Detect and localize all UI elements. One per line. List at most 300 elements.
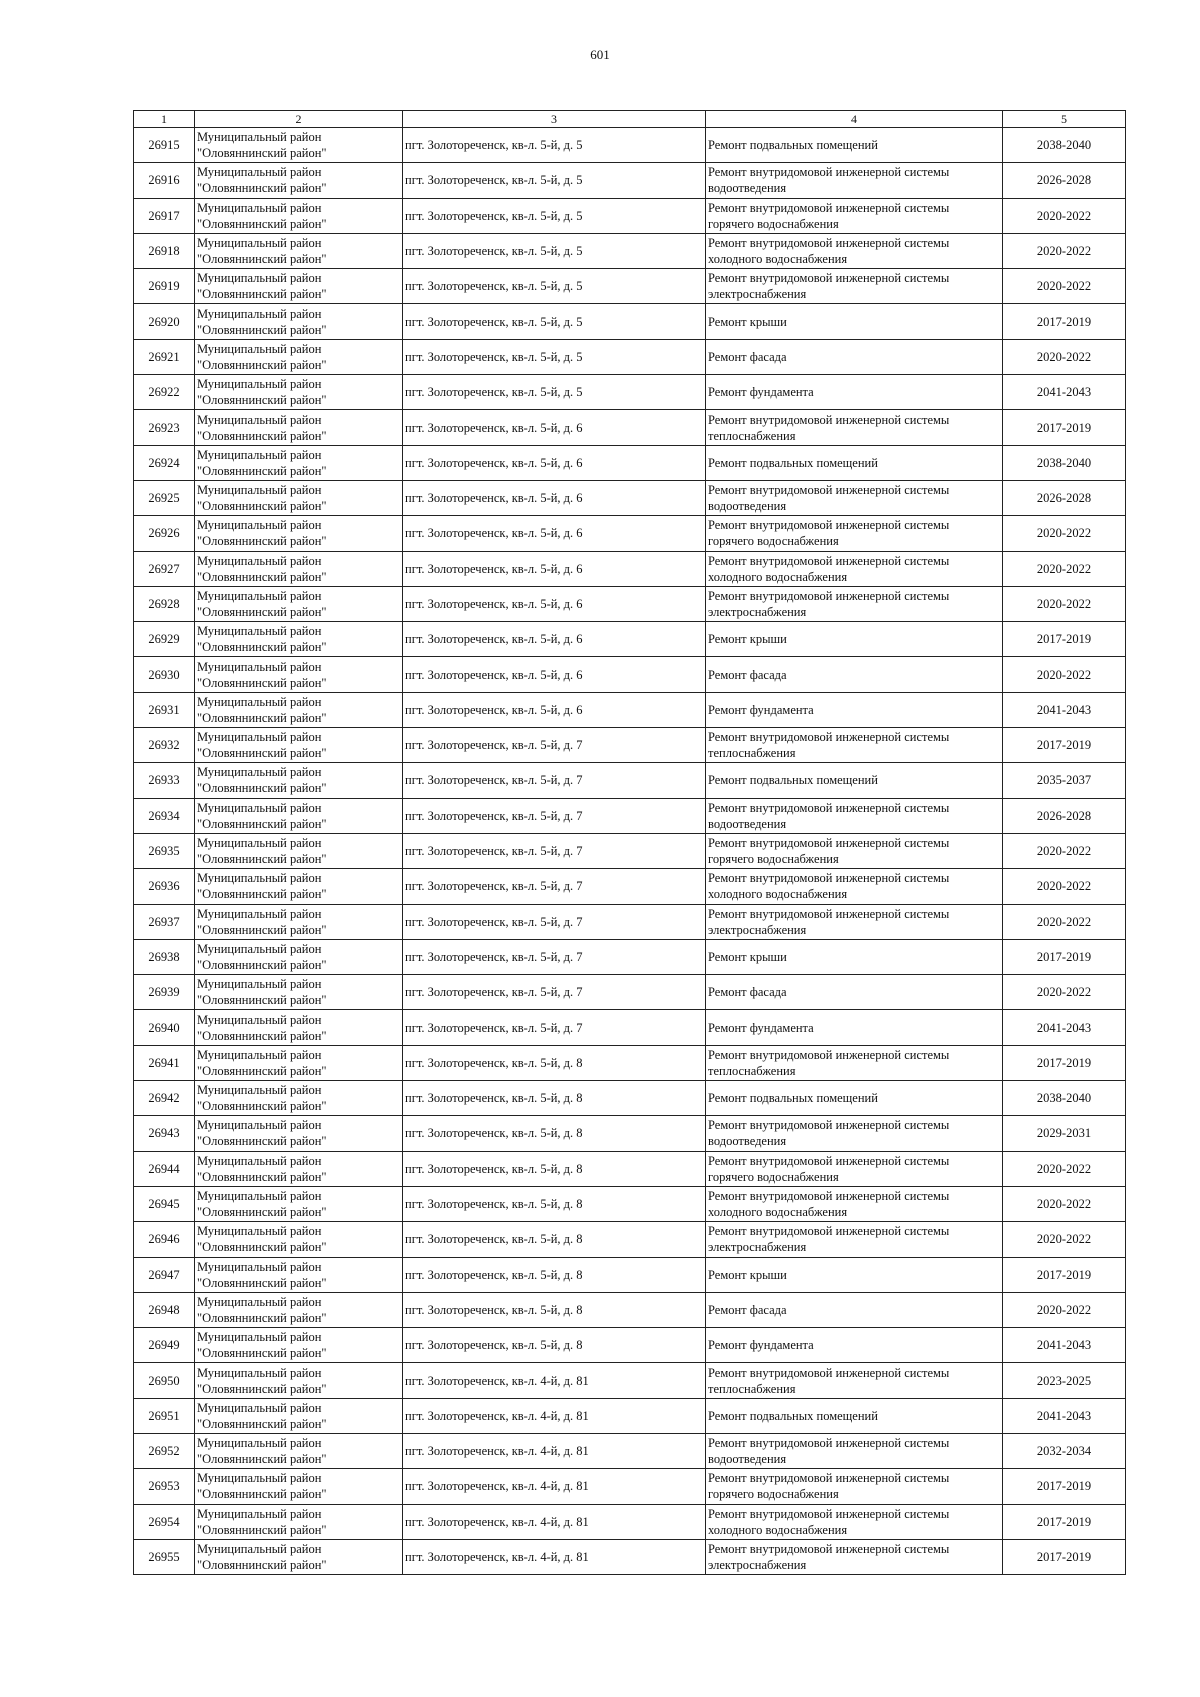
municipality-line: "Оловяннинский район" <box>197 181 327 196</box>
address-cell: пгт. Золотореченск, кв-л. 5-й, д. 7 <box>403 1010 706 1045</box>
municipality-line: Муниципальный район <box>197 1436 322 1451</box>
work-type-cell: Ремонт фасада <box>706 975 1003 1010</box>
page-number: 601 <box>590 47 610 62</box>
work-type-line: теплоснабжения <box>708 746 796 761</box>
work-type-cell <box>706 1469 1003 1504</box>
work-type-cell: Ремонт подвальных помещений <box>706 1081 1003 1116</box>
row-number-cell: 26941 <box>134 1045 195 1080</box>
municipality-line: "Оловяннинский район" <box>197 710 327 725</box>
work-type-line: электроснабжения <box>708 922 807 937</box>
period-cell: 2020-2022 <box>1003 657 1126 692</box>
period-cell: 2020-2022 <box>1003 1292 1126 1327</box>
period-cell: 2020-2022 <box>1003 833 1126 868</box>
municipality-line: "Оловяннинский район" <box>197 816 327 831</box>
capital-repair-table <box>133 110 1126 1575</box>
work-type-cell: Ремонт фундамента <box>706 375 1003 410</box>
period-cell: 2017-2019 <box>1003 304 1126 339</box>
municipality-cell <box>195 375 403 410</box>
row-number-cell: 26954 <box>134 1504 195 1539</box>
work-type-line: теплоснабжения <box>708 1063 796 1078</box>
table-row <box>134 339 1126 374</box>
address-cell: пгт. Золотореченск, кв-л. 5-й, д. 6 <box>403 657 706 692</box>
municipality-cell <box>195 728 403 763</box>
work-type-line: Ремонт внутридомовой инженерной системы <box>708 553 950 568</box>
work-type-line: Ремонт внутридомовой инженерной системы <box>708 1542 950 1557</box>
period-cell: 2020-2022 <box>1003 516 1126 551</box>
municipality-line: Муниципальный район <box>197 836 322 851</box>
work-type-cell: Ремонт подвальных помещений <box>706 128 1003 163</box>
period-cell: 2020-2022 <box>1003 339 1126 374</box>
row-number-cell: 26946 <box>134 1222 195 1257</box>
work-type-line: Ремонт внутридомовой инженерной системы <box>708 1189 950 1204</box>
address-cell: пгт. Золотореченск, кв-л. 5-й, д. 8 <box>403 1222 706 1257</box>
municipality-cell <box>195 304 403 339</box>
address-cell: пгт. Золотореченск, кв-л. 5-й, д. 6 <box>403 551 706 586</box>
municipality-cell <box>195 551 403 586</box>
table-row <box>134 692 1126 727</box>
period-cell: 2020-2022 <box>1003 1186 1126 1221</box>
municipality-cell <box>195 622 403 657</box>
period-cell: 2020-2022 <box>1003 586 1126 621</box>
period-cell: 2035-2037 <box>1003 763 1126 798</box>
municipality-line: "Оловяннинский район" <box>197 1452 327 1467</box>
municipality-line: Муниципальный район <box>197 1471 322 1486</box>
municipality-line: Муниципальный район <box>197 730 322 745</box>
municipality-line: "Оловяннинский район" <box>197 1558 327 1573</box>
address-cell: пгт. Золотореченск, кв-л. 5-й, д. 7 <box>403 975 706 1010</box>
address-cell: пгт. Золотореченск, кв-л. 5-й, д. 7 <box>403 798 706 833</box>
address-cell: пгт. Золотореченск, кв-л. 5-й, д. 5 <box>403 339 706 374</box>
municipality-line: Муниципальный район <box>197 1506 322 1521</box>
work-type-line: Ремонт внутридомовой инженерной системы <box>708 730 950 745</box>
work-type-cell <box>706 198 1003 233</box>
row-number-cell: 26939 <box>134 975 195 1010</box>
municipality-cell <box>195 763 403 798</box>
work-type-cell <box>706 1363 1003 1398</box>
municipality-cell <box>195 1469 403 1504</box>
address-cell: пгт. Золотореченск, кв-л. 5-й, д. 6 <box>403 692 706 727</box>
work-type-cell: Ремонт фасада <box>706 1292 1003 1327</box>
table-row <box>134 763 1126 798</box>
work-type-cell <box>706 1222 1003 1257</box>
row-number-cell: 26934 <box>134 798 195 833</box>
row-number-cell: 26915 <box>134 128 195 163</box>
work-type-line: холодного водоснабжения <box>708 1205 848 1220</box>
municipality-line: "Оловяннинский район" <box>197 1240 327 1255</box>
table-row <box>134 233 1126 268</box>
municipality-line: "Оловяннинский район" <box>197 463 327 478</box>
row-number-cell: 26942 <box>134 1081 195 1116</box>
table-row <box>134 939 1126 974</box>
municipality-line: "Оловяннинский район" <box>197 534 327 549</box>
work-type-line: холодного водоснабжения <box>708 887 848 902</box>
municipality-line: Муниципальный район <box>197 659 322 674</box>
work-type-line: горячего водоснабжения <box>708 1487 839 1502</box>
row-number-cell: 26932 <box>134 728 195 763</box>
work-type-cell <box>706 1433 1003 1468</box>
municipality-cell <box>195 1010 403 1045</box>
row-number-cell: 26917 <box>134 198 195 233</box>
table-row <box>134 198 1126 233</box>
table-row <box>134 1328 1126 1363</box>
municipality-cell <box>195 657 403 692</box>
column-header-4: 4 <box>706 111 1003 128</box>
municipality-line: Муниципальный район <box>197 271 322 286</box>
municipality-cell <box>195 939 403 974</box>
work-type-cell <box>706 1045 1003 1080</box>
work-type-line: Ремонт внутридомовой инженерной системы <box>708 236 950 251</box>
municipality-line: Муниципальный район <box>197 130 322 145</box>
address-cell: пгт. Золотореченск, кв-л. 5-й, д. 5 <box>403 304 706 339</box>
municipality-cell <box>195 586 403 621</box>
municipality-line: Муниципальный район <box>197 200 322 215</box>
municipality-cell <box>195 1433 403 1468</box>
row-number-cell: 26933 <box>134 763 195 798</box>
work-type-cell <box>706 410 1003 445</box>
row-number-cell: 26925 <box>134 480 195 515</box>
table-row <box>134 1504 1126 1539</box>
row-number-cell: 26926 <box>134 516 195 551</box>
municipality-line: "Оловяннинский район" <box>197 605 327 619</box>
period-cell: 2041-2043 <box>1003 1010 1126 1045</box>
work-type-cell: Ремонт крыши <box>706 1257 1003 1292</box>
municipality-line: "Оловяннинский район" <box>197 428 327 443</box>
row-number-cell: 26948 <box>134 1292 195 1327</box>
table-row <box>134 163 1126 198</box>
period-cell: 2041-2043 <box>1003 1328 1126 1363</box>
work-type-cell: Ремонт крыши <box>706 622 1003 657</box>
table-row <box>134 904 1126 939</box>
period-cell: 2017-2019 <box>1003 728 1126 763</box>
table-body <box>134 128 1126 1575</box>
row-number-cell: 26937 <box>134 904 195 939</box>
work-type-line: водоотведения <box>708 816 787 831</box>
municipality-line: "Оловяннинский район" <box>197 993 327 1008</box>
municipality-cell <box>195 445 403 480</box>
work-type-line: Ремонт внутридомовой инженерной системы <box>708 871 950 886</box>
address-cell: пгт. Золотореченск, кв-л. 5-й, д. 8 <box>403 1151 706 1186</box>
table-row <box>134 410 1126 445</box>
municipality-line: Муниципальный район <box>197 412 322 427</box>
work-type-line: электроснабжения <box>708 1240 807 1255</box>
period-cell: 2017-2019 <box>1003 1504 1126 1539</box>
work-type-cell: Ремонт фасада <box>706 339 1003 374</box>
period-cell: 2020-2022 <box>1003 551 1126 586</box>
work-type-line: электроснабжения <box>708 287 807 302</box>
municipality-line: Муниципальный район <box>197 483 322 498</box>
work-type-cell: Ремонт подвальных помещений <box>706 445 1003 480</box>
table-row <box>134 1151 1126 1186</box>
work-type-line: водоотведения <box>708 499 787 514</box>
work-type-cell <box>706 904 1003 939</box>
work-type-line: водоотведения <box>708 181 787 196</box>
work-type-line: Ремонт внутридомовой инженерной системы <box>708 1153 950 1168</box>
table-row <box>134 869 1126 904</box>
address-cell: пгт. Золотореченск, кв-л. 5-й, д. 7 <box>403 728 706 763</box>
table-row <box>134 1363 1126 1398</box>
municipality-line: "Оловяннинский район" <box>197 357 327 372</box>
row-number-cell: 26950 <box>134 1363 195 1398</box>
row-number-cell: 26921 <box>134 339 195 374</box>
row-number-cell: 26930 <box>134 657 195 692</box>
work-type-line: холодного водоснабжения <box>708 252 848 267</box>
period-cell: 2020-2022 <box>1003 233 1126 268</box>
municipality-line: "Оловяннинский район" <box>197 1275 327 1290</box>
municipality-line: Муниципальный район <box>197 1189 322 1204</box>
work-type-line: Ремонт внутридомовой инженерной системы <box>708 906 950 921</box>
work-type-cell: Ремонт фундамента <box>706 1328 1003 1363</box>
work-type-cell: Ремонт крыши <box>706 304 1003 339</box>
address-cell: пгт. Золотореченск, кв-л. 5-й, д. 5 <box>403 198 706 233</box>
municipality-line: "Оловяннинский район" <box>197 1522 327 1537</box>
municipality-cell <box>195 198 403 233</box>
municipality-cell <box>195 869 403 904</box>
column-header-1: 1 <box>134 111 195 128</box>
period-cell: 2017-2019 <box>1003 1045 1126 1080</box>
row-number-cell: 26924 <box>134 445 195 480</box>
address-cell: пгт. Золотореченск, кв-л. 5-й, д. 7 <box>403 763 706 798</box>
municipality-cell <box>195 1222 403 1257</box>
municipality-line: "Оловяннинский район" <box>197 252 327 267</box>
municipality-cell <box>195 339 403 374</box>
table-row <box>134 1398 1126 1433</box>
municipality-line: "Оловяннинский район" <box>197 1099 327 1114</box>
table-row <box>134 657 1126 692</box>
period-cell: 2023-2025 <box>1003 1363 1126 1398</box>
work-type-cell <box>706 798 1003 833</box>
municipality-line: "Оловяннинский район" <box>197 1205 327 1220</box>
work-type-cell <box>706 233 1003 268</box>
address-cell: пгт. Золотореченск, кв-л. 5-й, д. 6 <box>403 622 706 657</box>
municipality-cell <box>195 1363 403 1398</box>
municipality-cell <box>195 410 403 445</box>
row-number-cell: 26923 <box>134 410 195 445</box>
municipality-line: "Оловяннинский район" <box>197 322 327 337</box>
address-cell: пгт. Золотореченск, кв-л. 5-й, д. 7 <box>403 833 706 868</box>
work-type-line: Ремонт внутридомовой инженерной системы <box>708 589 950 603</box>
municipality-cell <box>195 1116 403 1151</box>
municipality-line: "Оловяннинский район" <box>197 1416 327 1431</box>
municipality-line: "Оловяннинский район" <box>197 499 327 514</box>
row-number-cell: 26920 <box>134 304 195 339</box>
address-cell: пгт. Золотореченск, кв-л. 4-й, д. 81 <box>403 1469 706 1504</box>
municipality-cell <box>195 1186 403 1221</box>
address-cell: пгт. Золотореченск, кв-л. 5-й, д. 7 <box>403 869 706 904</box>
work-type-line: холодного водоснабжения <box>708 569 848 584</box>
municipality-line: Муниципальный район <box>197 447 322 462</box>
municipality-cell <box>195 1398 403 1433</box>
address-cell: пгт. Золотореченск, кв-л. 5-й, д. 6 <box>403 586 706 621</box>
municipality-line: Муниципальный район <box>197 765 322 780</box>
municipality-line: Муниципальный район <box>197 518 322 533</box>
work-type-line: электроснабжения <box>708 605 807 619</box>
period-cell: 2020-2022 <box>1003 869 1126 904</box>
work-type-cell <box>706 1186 1003 1221</box>
address-cell: пгт. Золотореченск, кв-л. 5-й, д. 6 <box>403 516 706 551</box>
table-row <box>134 1010 1126 1045</box>
municipality-line: "Оловяннинский район" <box>197 781 327 796</box>
row-number-cell: 26943 <box>134 1116 195 1151</box>
municipality-cell <box>195 128 403 163</box>
address-cell: пгт. Золотореченск, кв-л. 5-й, д. 5 <box>403 269 706 304</box>
period-cell: 2041-2043 <box>1003 692 1126 727</box>
table-row <box>134 833 1126 868</box>
work-type-line: Ремонт внутридомовой инженерной системы <box>708 412 950 427</box>
address-cell: пгт. Золотореченск, кв-л. 4-й, д. 81 <box>403 1363 706 1398</box>
municipality-cell <box>195 1257 403 1292</box>
table-row <box>134 304 1126 339</box>
period-cell: 2029-2031 <box>1003 1116 1126 1151</box>
municipality-line: "Оловяннинский район" <box>197 1169 327 1184</box>
work-type-line: Ремонт внутридомовой инженерной системы <box>708 800 950 815</box>
municipality-line: Муниципальный район <box>197 1083 322 1098</box>
period-cell: 2020-2022 <box>1003 1151 1126 1186</box>
municipality-line: "Оловяннинский район" <box>197 287 327 302</box>
row-number-cell: 26918 <box>134 233 195 268</box>
municipality-line: Муниципальный район <box>197 1224 322 1239</box>
municipality-line: Муниципальный район <box>197 624 322 639</box>
municipality-line: Муниципальный район <box>197 236 322 251</box>
work-type-cell: Ремонт фундамента <box>706 1010 1003 1045</box>
row-number-cell: 26935 <box>134 833 195 868</box>
period-cell: 2017-2019 <box>1003 939 1126 974</box>
municipality-line: Муниципальный район <box>197 1118 322 1133</box>
table-header <box>134 111 1126 128</box>
table-row <box>134 1539 1126 1574</box>
period-cell: 2017-2019 <box>1003 622 1126 657</box>
row-number-cell: 26916 <box>134 163 195 198</box>
table-row <box>134 1469 1126 1504</box>
work-type-line: Ремонт внутридомовой инженерной системы <box>708 1436 950 1451</box>
table-row <box>134 551 1126 586</box>
row-number-cell: 26919 <box>134 269 195 304</box>
period-cell: 2026-2028 <box>1003 163 1126 198</box>
municipality-line: Муниципальный район <box>197 1542 322 1557</box>
municipality-cell <box>195 833 403 868</box>
work-type-cell: Ремонт подвальных помещений <box>706 763 1003 798</box>
address-cell: пгт. Золотореченск, кв-л. 5-й, д. 5 <box>403 163 706 198</box>
municipality-line: "Оловяннинский район" <box>197 1346 327 1361</box>
table-row <box>134 375 1126 410</box>
work-type-cell: Ремонт подвальных помещений <box>706 1398 1003 1433</box>
address-cell: пгт. Золотореченск, кв-л. 5-й, д. 8 <box>403 1257 706 1292</box>
row-number-cell: 26936 <box>134 869 195 904</box>
address-cell: пгт. Золотореченск, кв-л. 5-й, д. 5 <box>403 233 706 268</box>
column-header-3: 3 <box>403 111 706 128</box>
row-number-cell: 26940 <box>134 1010 195 1045</box>
address-cell: пгт. Золотореченск, кв-л. 5-й, д. 7 <box>403 939 706 974</box>
work-type-cell <box>706 1539 1003 1574</box>
municipality-line: Муниципальный район <box>197 1365 322 1380</box>
work-type-line: Ремонт внутридомовой инженерной системы <box>708 1224 950 1239</box>
work-type-line: Ремонт внутридомовой инженерной системы <box>708 1365 950 1380</box>
municipality-line: "Оловяннинский район" <box>197 957 327 972</box>
period-cell: 2041-2043 <box>1003 375 1126 410</box>
period-cell: 2020-2022 <box>1003 975 1126 1010</box>
municipality-cell <box>195 516 403 551</box>
municipality-cell <box>195 1292 403 1327</box>
row-number-cell: 26947 <box>134 1257 195 1292</box>
table-row <box>134 1081 1126 1116</box>
municipality-line: "Оловяннинский район" <box>197 1487 327 1502</box>
municipality-line: Муниципальный район <box>197 977 322 992</box>
period-cell: 2026-2028 <box>1003 798 1126 833</box>
address-cell: пгт. Золотореченск, кв-л. 5-й, д. 8 <box>403 1328 706 1363</box>
table-row <box>134 1292 1126 1327</box>
municipality-cell <box>195 1045 403 1080</box>
table-row <box>134 586 1126 621</box>
municipality-line: "Оловяннинский район" <box>197 640 327 655</box>
work-type-line: водоотведения <box>708 1452 787 1467</box>
address-cell: пгт. Золотореченск, кв-л. 4-й, д. 81 <box>403 1539 706 1574</box>
table-row <box>134 1433 1126 1468</box>
period-cell: 2026-2028 <box>1003 480 1126 515</box>
municipality-line: Муниципальный район <box>197 906 322 921</box>
work-type-cell <box>706 1116 1003 1151</box>
municipality-line: "Оловяннинский район" <box>197 1310 327 1325</box>
work-type-line: теплоснабжения <box>708 428 796 443</box>
municipality-line: "Оловяннинский район" <box>197 887 327 902</box>
work-type-line: Ремонт внутридомовой инженерной системы <box>708 483 950 498</box>
municipality-cell <box>195 480 403 515</box>
work-type-line: Ремонт внутридомовой инженерной системы <box>708 165 950 180</box>
work-type-line: горячего водоснабжения <box>708 216 839 231</box>
work-type-line: Ремонт внутридомовой инженерной системы <box>708 1118 950 1133</box>
municipality-line: Муниципальный район <box>197 800 322 815</box>
table-row <box>134 798 1126 833</box>
period-cell: 2038-2040 <box>1003 1081 1126 1116</box>
municipality-line: Муниципальный район <box>197 1047 322 1062</box>
municipality-line: Муниципальный район <box>197 589 322 603</box>
municipality-line: Муниципальный район <box>197 306 322 321</box>
municipality-line: "Оловяннинский район" <box>197 922 327 937</box>
row-number-cell: 26949 <box>134 1328 195 1363</box>
row-number-cell: 26955 <box>134 1539 195 1574</box>
period-cell: 2017-2019 <box>1003 1539 1126 1574</box>
period-cell: 2020-2022 <box>1003 269 1126 304</box>
header-row <box>134 111 1126 128</box>
address-cell: пгт. Золотореченск, кв-л. 4-й, д. 81 <box>403 1398 706 1433</box>
period-cell: 2038-2040 <box>1003 128 1126 163</box>
address-cell: пгт. Золотореченск, кв-л. 4-й, д. 81 <box>403 1433 706 1468</box>
row-number-cell: 26938 <box>134 939 195 974</box>
address-cell: пгт. Золотореченск, кв-л. 5-й, д. 8 <box>403 1186 706 1221</box>
municipality-line: Муниципальный район <box>197 341 322 356</box>
municipality-line: "Оловяннинский район" <box>197 393 327 408</box>
work-type-line: водоотведения <box>708 1134 787 1149</box>
row-number-cell: 26927 <box>134 551 195 586</box>
municipality-line: "Оловяннинский район" <box>197 746 327 761</box>
period-cell: 2020-2022 <box>1003 904 1126 939</box>
work-type-line: горячего водоснабжения <box>708 852 839 867</box>
work-type-line: холодного водоснабжения <box>708 1522 848 1537</box>
municipality-cell <box>195 975 403 1010</box>
municipality-line: Муниципальный район <box>197 1259 322 1274</box>
work-type-line: горячего водоснабжения <box>708 534 839 549</box>
municipality-line: Муниципальный район <box>197 1012 322 1027</box>
row-number-cell: 26931 <box>134 692 195 727</box>
municipality-cell <box>195 1328 403 1363</box>
municipality-line: "Оловяннинский район" <box>197 1134 327 1149</box>
work-type-line: Ремонт внутридомовой инженерной системы <box>708 836 950 851</box>
municipality-line: "Оловяннинский район" <box>197 1063 327 1078</box>
address-cell: пгт. Золотореченск, кв-л. 4-й, д. 81 <box>403 1504 706 1539</box>
municipality-line: "Оловяннинский район" <box>197 675 327 690</box>
period-cell: 2038-2040 <box>1003 445 1126 480</box>
work-type-cell <box>706 728 1003 763</box>
work-type-cell <box>706 551 1003 586</box>
work-type-cell <box>706 869 1003 904</box>
